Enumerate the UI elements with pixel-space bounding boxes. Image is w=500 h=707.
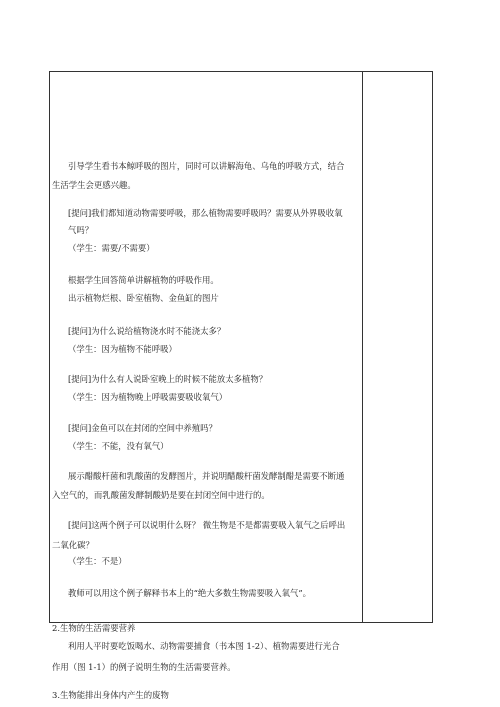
student-answer: （学生：因为植物晚上呼吸需要吸收氧气） (68, 392, 228, 402)
question-line: [提问]为什么说给植物浇水时不能浇太多？ (68, 326, 226, 336)
section-2-paragraph-line: 作用（图 1-1）的例子说明生物的生活需要营养。 (52, 662, 236, 672)
section-3-heading: 3.生物能排出身体内产生的废物 (52, 690, 169, 700)
question-line: [提问]为什么有人说卧室晚上的时候不能放太多植物？ (68, 374, 268, 384)
question-line: 气吗？ (68, 225, 94, 235)
student-answer: （学生：需要/不需要） (68, 243, 155, 253)
student-answer: （学生：因为植物不能呼吸） (68, 344, 177, 354)
body-line: 展示醋酸杆菌和乳酸菌的发酵图片，并说明醋酸杆菌发酵制醋是需要不断通 (68, 471, 345, 481)
table-column-divider (362, 71, 363, 623)
body-line: 入空气的，而乳酸菌发酵制酸奶是要在封闭空间中进行的。 (52, 490, 270, 500)
question-line: [提问]我们都知道动物需要呼吸，那么植物需要呼吸吗？需要从外界吸收氧 (68, 208, 343, 218)
body-line: 生活学生会更感兴趣。 (52, 180, 136, 190)
body-line: 教师可以用这个例子解释书本上的“绝大多数生物需要吸入氧气”。 (68, 588, 312, 598)
question-line: 二氧化碳？ (52, 540, 94, 550)
section-2-paragraph-line: 利用人平时要吃饭喝水、动物需要捕食（书本图 1-2）、植物需要进行光合 (68, 641, 340, 651)
question-line: [提问]这两个例子可以说明什么呀？ 微生物是不是都需要吸入氧气之后呼出 (68, 520, 346, 530)
student-answer: （学生：不能，没有氧气） (68, 441, 169, 451)
body-line: 引导学生看书本鲸呼吸的图片，同时可以讲解海龟、乌龟的呼吸方式，结合 (68, 161, 345, 171)
student-answer: （学生：不是） (68, 556, 127, 566)
body-line: 出示植物烂根、卧室植物、金鱼缸的图片 (68, 293, 219, 303)
body-line: 根据学生回答简单讲解植物的呼吸作用。 (68, 275, 219, 285)
question-line: [提问]金鱼可以在封闭的空间中养殖吗？ (68, 423, 217, 433)
section-2-heading: 2.生物的生活需要营养 (52, 623, 136, 633)
